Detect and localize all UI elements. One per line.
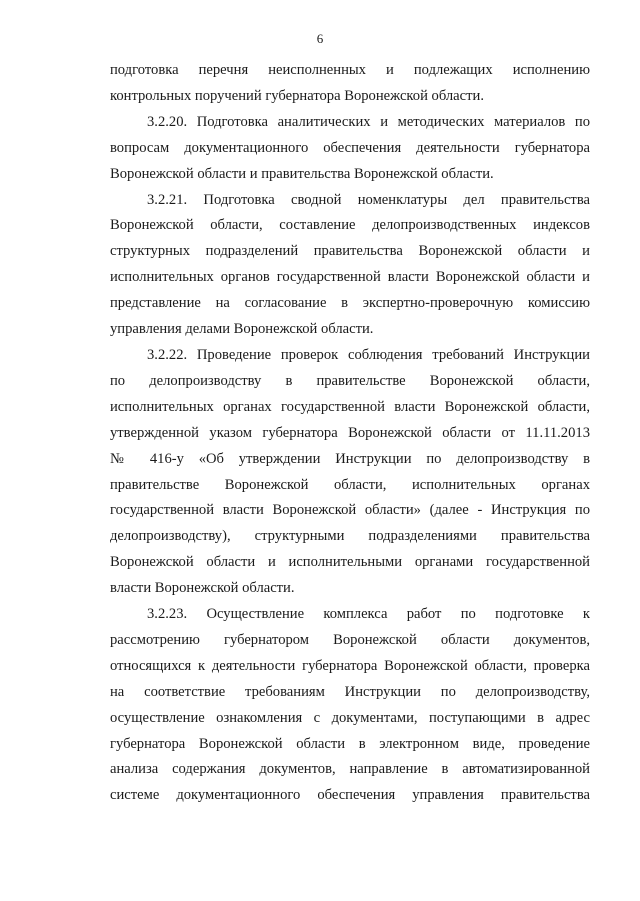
- text-line: 3.2.20. Подготовка аналитических и методических материалов по: [147, 113, 590, 130]
- text-line: исполнительных органах государственной власти Воронежской области,: [110, 398, 590, 415]
- paragraph-3-2-23: [110, 602, 590, 809]
- text-line: Воронежской области, составление делопроизводственных индексов: [110, 217, 590, 234]
- text-line: губернатора Воронежской области в электронном виде, проведение: [110, 735, 590, 752]
- text-line: управления делами Воронежской области.: [110, 321, 374, 338]
- text-line: правительстве Воронежской области, исполнительных органах: [110, 476, 590, 493]
- text-line: 3.2.21. Подготовка сводной номенклатуры дел правительства: [147, 191, 590, 208]
- text-line: системе документационного обеспечения управления правительства: [110, 787, 590, 804]
- text-line: Воронежской области и правительства Воронежской области.: [110, 165, 494, 182]
- paragraph-continuation: [110, 58, 590, 110]
- text-line: вопросам документационного обеспечения деятельности губернатора: [110, 139, 590, 156]
- text-line: власти Воронежской области.: [110, 580, 295, 597]
- text-line: представление на согласование в экспертно-проверочную комиссию: [110, 295, 590, 312]
- paragraph-3-2-20: [110, 110, 590, 188]
- text-line: относящихся к деятельности губернатора Воронежской области, проверка: [110, 657, 590, 674]
- text-line: 3.2.22. Проведение проверок соблюдения требований Инструкции: [147, 346, 590, 363]
- text-line: на соответствие требованиям Инструкции по делопроизводству,: [110, 683, 590, 700]
- text-line: исполнительных органов государственной власти Воронежской области и: [110, 269, 590, 286]
- text-line: Воронежской области и исполнительными органами государственной: [110, 554, 590, 571]
- page-number: 6: [316, 31, 324, 46]
- text-line: утвержденной указом губернатора Воронежской области от 11.11.2013: [110, 424, 590, 441]
- text-line: контрольных поручений губернатора Воронежской области.: [110, 87, 484, 104]
- text-line: рассмотрению губернатором Воронежской области документов,: [110, 631, 590, 648]
- text-line: осуществление ознакомления с документами, поступающими в адрес: [110, 709, 590, 726]
- document-body: [110, 58, 590, 809]
- text-line: подготовка перечня неисполненных и подлежащих исполнению: [110, 62, 590, 78]
- paragraph-3-2-22: [110, 343, 590, 602]
- text-line: государственной власти Воронежской области» (далее - Инструкция по: [110, 502, 590, 519]
- text-line: структурных подразделений правительства Воронежской области и: [110, 243, 590, 260]
- text-line: анализа содержания документов, направление в автоматизированной: [110, 761, 590, 778]
- paragraph-3-2-21: [110, 188, 590, 343]
- text-line: по делопроизводству в правительстве Воронежской области,: [110, 372, 590, 389]
- text-line: № 416-у «Об утверждении Инструкции по делопроизводству в: [110, 450, 590, 467]
- text-line: делопроизводству), структурными подразделениями правительства: [110, 528, 590, 545]
- text-line: 3.2.23. Осуществление комплекса работ по подготовке к: [147, 606, 590, 623]
